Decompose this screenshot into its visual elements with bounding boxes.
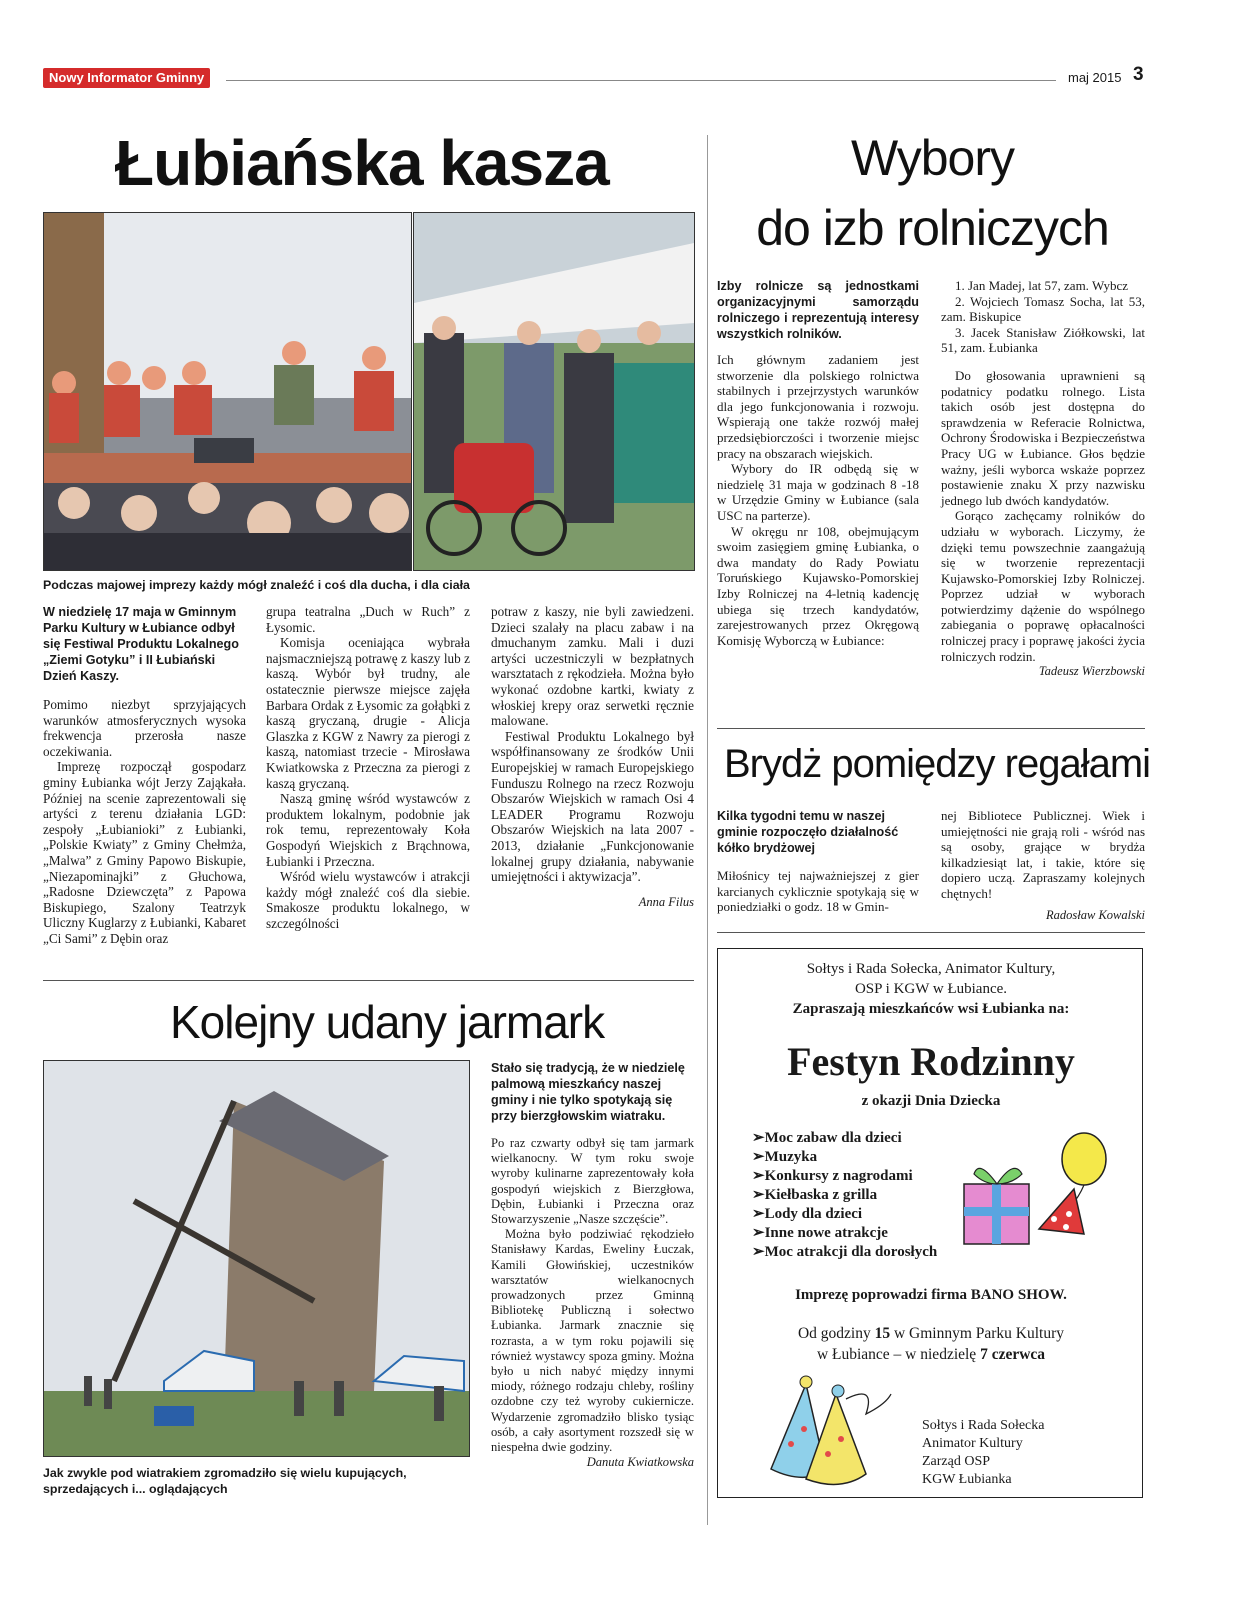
ad-attraction-item: ➢Moc atrakcji dla dorosłych	[752, 1244, 938, 1260]
kasza-column-3	[491, 604, 694, 910]
arrow-bullet-icon: ➢	[752, 1225, 765, 1241]
jarmark-author: Danuta Kwiatkowska	[586, 1455, 694, 1470]
kasza-paragraph: Naszą gminę wśród wystawców z produktem lokalnym, podobnie jak rok temu, reprezentowały Koła Gospodyń Wiejskich z Brąchnowa, Łubianki i Przeczna.	[266, 791, 470, 869]
festival-market-photo	[413, 212, 695, 571]
article-title-jarmark: Kolejny udany jarmark	[170, 996, 605, 1048]
ad-signature-line: Sołtys i Rada Sołecka	[922, 1418, 1045, 1433]
ad-attraction-item: ➢Muzyka	[752, 1149, 818, 1165]
wybory-column-1	[717, 278, 919, 648]
article-title-brydz: Brydż pomiędzy regałami	[724, 742, 1151, 786]
arrow-bullet-icon: ➢	[752, 1187, 765, 1203]
section-rule	[717, 728, 1145, 729]
ad-attraction-item: ➢Moc zabaw dla dzieci	[752, 1130, 902, 1146]
column-divider	[707, 135, 708, 1525]
ad-attraction-item: ➢Kiełbaska z grilla	[752, 1187, 878, 1203]
brydz-paragraph: nej Bibliotece Publicznej. Wiek i umiejętności nie grają roli - wśród nas są osoby, grające w brydża kilkadziesiąt lat, i takie, które się dopiero uczą. Zapraszamy kolejnych chętnych!	[941, 808, 1145, 901]
article-title-wybory-line1: Wybory	[850, 130, 1015, 186]
brydz-author: Radosław Kowalski	[1046, 907, 1145, 922]
ad-title: Festyn Rodzinny	[787, 1039, 1075, 1084]
gift-balloon-icon	[954, 1129, 1124, 1249]
wybory-paragraph: Gorąco zachęcamy rolników do udziału w wyborach. Liczymy, że dzięki temu powszechnie zaangażują się w tworzenie reprezentacji Kujawsko-Pomorskiej Izby Rolniczej. Poprzez udział w wyborach potwierdzimy dążenie do wspólnego zabiegania o poprawę opłacalności rolniczej pracy i poprawę jakości życia rolniczych rodzin.	[941, 508, 1145, 664]
kasza-lead: W niedzielę 17 maja w Gminnym Parku Kultury w Łubiance odbył się Festiwal Produktu Lokalnego „Ziemi Gotyku” i II Łubiański Dzień Kaszy.	[43, 605, 239, 683]
wybory-lead: Izby rolnicze są jednostkami organizacyjnymi samorządu rolniczego i reprezentują interesy wszystkich rolników.	[717, 279, 919, 341]
wybory-paragraph: Do głosowania uprawnieni są podatnicy podatku rolnego. Lista takich osób jest dostępna do sprawdzenia w Referacie Rolnictwa, Ochrony Środowiska i Bezpieczeństwa Pracy UG w Łubiance. Głos będzie ważny, jeśli wyborca wskaże poprzez postawienie znaku X przy nazwisku jednego lub dwóch kandydatów.	[941, 367, 1145, 508]
wybory-author: Tadeusz Wierzbowski	[1038, 664, 1145, 679]
wybory-paragraph: Wybory do IR odbędą się w niedzielę 31 maja w godzinach 8 -18 w Urzędzie Gminy w Łubiance (sala USC na parterze).	[717, 461, 919, 523]
arrow-bullet-icon: ➢	[752, 1149, 765, 1165]
party-hats-icon	[766, 1374, 896, 1492]
ad-subtitle: z okazji Dnia Dziecka	[861, 1093, 1001, 1109]
section-rule	[717, 932, 1145, 933]
article-title-wybory-line2: do izb rolniczych	[756, 200, 1109, 256]
issue-date: maj 2015	[1068, 70, 1122, 85]
kasza-paragraph: Pomimo niezbyt sprzyjających warunków atmosferycznych wysoka frekwencja przerosła nasze oczekiwania.	[43, 697, 246, 759]
brydz-lead: Kilka tygodni temu w naszej gminie rozpoczęło działalność kółko brydżowej	[717, 809, 899, 855]
kasza-author: Anna Filus	[638, 894, 694, 909]
ad-signature-line: Zarząd OSP	[922, 1454, 991, 1469]
ad-attraction-item: ➢Lody dla dzieci	[752, 1206, 863, 1222]
arrow-bullet-icon: ➢	[752, 1206, 765, 1222]
wybory-paragraph: Ich głównym zadaniem jest stworzenie dla polskiego rolnictwa stabilnych i przejrzystych warunków dla jego funkcjonowania i rozwoju. Wspierają one także rozwój małej przedsiębiorczości i tworzenie miejsc pracy na obszarach wiejskich.	[717, 352, 919, 461]
wybory-paragraph: W okręgu nr 108, obejmującym swoim zasięgiem gminę Łubianka, o dwa mandaty do Rady Powiatu Toruńskiego Kujawsko-Pomorskiej Izby Rolniczej na 4-letnią kadencję ubiega się trzech kandydatów, zarejestrowanych przez Okręgową Komisję Wyborczą w Łubiance:	[717, 523, 919, 648]
jarmark-paragraph: Po raz czwarty odbył się tam jarmark wielkanocny. W tym roku swoje wyroby kulinarne zaprezentowały koła gospodyń wiejskich z Bierzgłowa, Dębin, Łubianki i Przeczna oraz Stowarzyszenie „Nasze szczęście”.	[491, 1136, 694, 1227]
ad-attractions-list	[752, 1129, 937, 1262]
jarmark-lead: Stało się tradycją, że w niedzielę palmową mieszkańcy naszej gminy i nie tylko spotykają się przy bierzgłowskim wiatraku.	[491, 1061, 685, 1123]
ad-attraction-item: ➢Inne nowe atrakcje	[752, 1225, 888, 1241]
arrow-bullet-icon: ➢	[752, 1244, 765, 1260]
brydz-paragraph: Miłośnicy tej najważniejszej z gier karcianych cyklicznie spotykają się w poniedziałki o godz. 18 w Gmin-	[717, 868, 919, 915]
festival-stage-photo	[43, 212, 412, 571]
article-title-kasza: Łubiańska kasza	[115, 127, 609, 199]
ad-time-line1: Od godziny 15 w Gminnym Parku Kultury	[797, 1325, 1065, 1342]
windmill-photo	[43, 1060, 470, 1457]
kasza-paragraph: Komisja oceniająca wybrała najsmaczniejszą potrawę z kaszy lub z kaszą. Wybór był trudny, ale ostatecznie pierwsze miejsce zajęła Barbara Ordak z Łysomic za gołąbki z kaszą gryczaną, drugie - Alicja Glaszka z KGW z Nawry za pierogi z kaszą, natomiast trzecie - Mirosława Kwiatkowska z Przeczna za pierogi z kaszą gryczaną.	[266, 635, 470, 791]
ad-organizers-line2: OSP i KGW w Łubiance.	[854, 981, 1008, 997]
ad-host: Imprezę poprowadzi firma BANO SHOW.	[795, 1287, 1067, 1303]
brydz-column-1	[717, 808, 919, 915]
arrow-bullet-icon: ➢	[752, 1168, 765, 1184]
jarmark-photo-caption: Jak zwykle pod wiatrakiem zgromadziło się wielu kupujących, sprzedających i... oglądających	[43, 1466, 407, 1496]
kasza-paragraph: potraw z kaszy, nie byli zawiedzeni. Dzieci szalały na placu zabaw i na dmuchanym zamku. Mali i duzi artyści uczestniczyli w bezpłatnych warsztatach z rękodzieła. Można było wykonać ozdobne kartki, kwiaty z włoskiej krepy oraz serwetki ręcznie malowane.	[491, 604, 694, 729]
brydz-column-2	[941, 808, 1145, 923]
kasza-photo-caption: Podczas majowej imprezy każdy mógł znaleźć i coś dla ducha, i dla ciała	[43, 578, 470, 592]
kasza-paragraph: Wśród wielu wystawców i atrakcji każdy mógł znaleźć coś dla siebie. Smakosze produktu lokalnego, w szczególności	[266, 869, 470, 931]
wybory-column-2	[941, 278, 1145, 680]
candidate-item: 3. Jacek Stanisław Ziółkowski, lat 51, zam. Łubianka	[941, 324, 1145, 356]
kasza-paragraph: Imprezę rozpoczął gospodarz gminy Łubianka wójt Jerzy Zająkała. Później na scenie zaprezentowali się artyści z terenu działania LGD: zespoły „Łubianioki” z Łubianki, „Polskie Kwiaty” z Gminy Chełmża, „Malwa” z Gminy Papowo Biskupie, „Niezapominajki” z Głuchowa, „Radosne Dziewczęta” z Papowa Biskupiego, Szalony Teatrzyk Uliczny Kuglarzy z Łubianki, Kabaret „Ci Sami” z Dębin oraz	[43, 759, 246, 946]
ad-organizers-line1: Sołtys i Rada Sołecka, Animator Kultury,	[806, 961, 1056, 977]
ad-time-line2: w Łubiance – w niedzielę 7 czerwca	[816, 1346, 1046, 1363]
header-rule	[226, 80, 1056, 81]
ad-signature-line: KGW Łubianka	[922, 1472, 1012, 1487]
ad-signature	[922, 1417, 1045, 1489]
section-rule	[43, 980, 694, 981]
kasza-paragraph: Festiwal Produktu Lokalnego był współfinansowany ze środków Unii Europejskiej w ramach Europejskiego Funduszu Rolnego na rzecz Rozwoju Obszarów Wiejskich w ramach Osi 4 LEADER Programu Rozwoju Obszarów Wiejskich na lata 2007 - 2013, działanie „Funkcjonowanie lokalnej grupy działania, nabywanie umiejętności i aktywizacja”.	[491, 728, 694, 885]
arrow-bullet-icon: ➢	[752, 1130, 765, 1146]
ad-invitation: Zapraszają mieszkańców wsi Łubianka na:	[792, 1001, 1070, 1017]
ad-attraction-item: ➢Konkursy z nagrodami	[752, 1168, 913, 1184]
kasza-paragraph: grupa teatralna „Duch w Ruch” z Łysomic.	[266, 604, 470, 635]
kasza-column-2	[266, 604, 470, 931]
candidate-item: 2. Wojciech Tomasz Socha, lat 53, zam. Biskupice	[941, 293, 1145, 325]
masthead-label: Nowy Informator Gminny	[43, 68, 210, 88]
festyn-advertisement	[717, 948, 1143, 1498]
jarmark-column	[491, 1060, 694, 1470]
ad-signature-line: Animator Kultury	[922, 1436, 1023, 1451]
kasza-column-1	[43, 604, 246, 947]
jarmark-paragraph: Można było podziwiać rękodzieło Stanisławy Kardas, Eweliny Łuczak, Kamili Głowińskiej, uczestników warsztatów wielkanocnych prowadzonych przez Gminną Bibliotekę Publiczną i sołectwo Łubianka. Jarmark znacznie się rozrasta, a w tym roku pojawili się również wystawcy spoza gminy. Można było u nich nabyć między innymi miody, różnego rodzaju chleby, rośliny ozdobne czy też wyroby cukiernicze. Wydarzenie zgromadziło blisko tysiąc osób, a cały asortyment rozszedł się w niespełna dwie godziny.	[491, 1227, 694, 1455]
candidate-item: 1. Jan Madej, lat 57, zam. Wybcz	[955, 278, 1128, 293]
page-number: 3	[1133, 64, 1144, 85]
